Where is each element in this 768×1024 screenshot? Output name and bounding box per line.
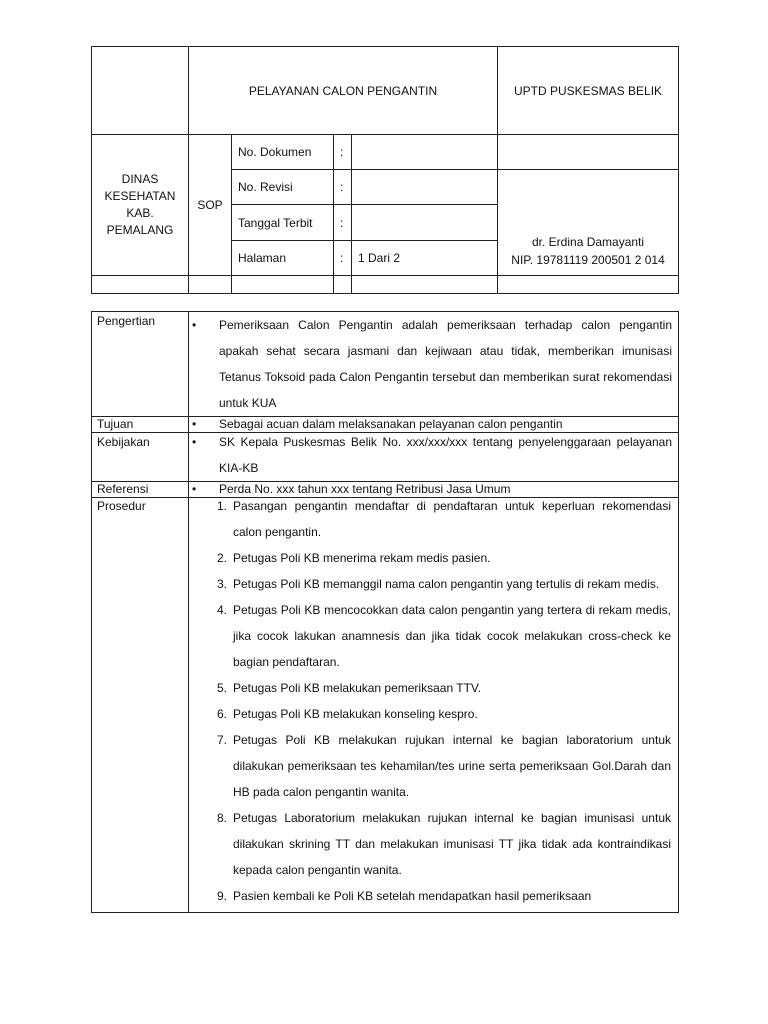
field-value-no-revisi bbox=[352, 170, 498, 205]
blank-cell bbox=[92, 276, 189, 294]
section-label-kebijakan: Kebijakan bbox=[92, 433, 189, 482]
dinas-line: PEMALANG bbox=[106, 223, 174, 237]
step-item bbox=[189, 675, 678, 701]
step-text: Petugas Poli KB menerima rekam medis pasien. bbox=[233, 551, 491, 565]
referensi-text: Perda No. xxx tahun xxx tentang Retribusi Jasa Umum bbox=[219, 482, 511, 496]
pengertian-text: Pemeriksaan Calon Pengantin adalah pemeriksaan terhadap calon pengantin apakah sehat secara jasmani dan kejiwaan atau tidak, memberikan imunisasi Tetanus Toksoid pada Calon Pengantin tersebut dan memberikan surat rekomendasi untuk KUA bbox=[219, 318, 672, 410]
step-item bbox=[189, 727, 678, 805]
blank-cell bbox=[334, 276, 352, 294]
step-number: 5. bbox=[216, 681, 227, 695]
field-colon: : bbox=[334, 241, 352, 276]
step-item bbox=[189, 493, 678, 545]
step-number: 4. bbox=[216, 603, 227, 617]
dinas-line: KESEHATAN bbox=[104, 189, 176, 203]
signer-cell bbox=[498, 170, 679, 276]
bullet: • bbox=[192, 482, 197, 496]
section-label-tujuan: Tujuan bbox=[92, 417, 189, 433]
field-colon: : bbox=[334, 170, 352, 205]
step-text: Petugas Poli KB mencocokkan data calon pengantin yang tertera di rekam medis, jika cocok lakukan anamnesis dan jika tidak cocok melakukan cross-check ke bagian pendaftaran. bbox=[233, 603, 671, 669]
signer-name: dr. Erdina Damayanti bbox=[532, 235, 645, 249]
step-number: 7. bbox=[216, 733, 227, 747]
field-value-tanggal-terbit bbox=[352, 205, 498, 241]
step-number: 2. bbox=[216, 551, 227, 565]
bullet: • bbox=[192, 417, 197, 431]
header-blank-cell bbox=[498, 135, 679, 170]
blank-cell bbox=[498, 276, 679, 294]
section-label-pengertian: Pengertian bbox=[92, 312, 189, 417]
step-item bbox=[189, 545, 678, 571]
blank-cell bbox=[352, 276, 498, 294]
prosedur-steps bbox=[189, 493, 678, 912]
section-label-prosedur: Prosedur bbox=[92, 498, 189, 913]
field-value-halaman: 1 Dari 2 bbox=[352, 241, 498, 276]
document-title: PELAYANAN CALON PENGANTIN bbox=[189, 47, 498, 135]
tujuan-text: Sebagai acuan dalam melaksanakan pelayanan calon pengantin bbox=[219, 417, 563, 431]
field-colon: : bbox=[334, 135, 352, 170]
step-number: 1. bbox=[216, 499, 227, 513]
signer-nip: NIP. 19781119 200501 2 014 bbox=[511, 253, 665, 267]
bullet: • bbox=[192, 435, 197, 449]
field-label-tanggal-terbit: Tanggal Terbit bbox=[232, 205, 334, 241]
step-text: Petugas Poli KB memanggil nama calon pengantin yang tertulis di rekam medis. bbox=[233, 577, 660, 591]
kebijakan-text: SK Kepala Puskesmas Belik No. xxx/xxx/xxx tentang penyelenggaraan pelayanan KIA-KB bbox=[219, 435, 672, 475]
header-logo-cell bbox=[92, 47, 189, 135]
step-text: Petugas Laboratorium melakukan rujukan internal ke bagian imunisasi untuk dilakukan skrining TT dan melakukan imunisasi TT jika tidak ada kontraindikasi kepada calon pengantin wanita. bbox=[233, 811, 671, 877]
step-text: Petugas Poli KB melakukan rujukan internal ke bagian laboratorium untuk dilakukan pemeriksaan tes kehamilan/tes urine serta pemeriksaan Gol.Darah dan HB pada calon pengantin wanita. bbox=[233, 733, 671, 799]
step-item bbox=[189, 805, 678, 883]
step-item bbox=[189, 701, 678, 727]
sop-header-table bbox=[91, 46, 679, 294]
section-content-prosedur bbox=[189, 498, 679, 913]
field-value-no-dokumen bbox=[352, 135, 498, 170]
dinas-cell bbox=[92, 135, 189, 276]
section-content-pengertian bbox=[189, 312, 679, 417]
organization-name: UPTD PUSKESMAS BELIK bbox=[498, 47, 679, 135]
step-number: 6. bbox=[216, 707, 227, 721]
step-text: Pasien kembali ke Poli KB setelah mendapatkan hasil pemeriksaan bbox=[233, 889, 592, 903]
section-content-kebijakan bbox=[189, 433, 679, 482]
step-number: 3. bbox=[216, 577, 227, 591]
sop-label: SOP bbox=[189, 135, 232, 276]
blank-cell bbox=[232, 276, 334, 294]
step-number: 8. bbox=[216, 811, 227, 825]
field-label-no-dokumen: No. Dokumen bbox=[232, 135, 334, 170]
field-label-halaman: Halaman bbox=[232, 241, 334, 276]
section-label-referensi: Referensi bbox=[92, 482, 189, 498]
sop-body-table bbox=[91, 311, 679, 913]
bullet: • bbox=[192, 318, 197, 332]
field-colon: : bbox=[334, 205, 352, 241]
step-item bbox=[189, 883, 678, 909]
step-item bbox=[189, 597, 678, 675]
field-label-no-revisi: No. Revisi bbox=[232, 170, 334, 205]
dinas-line: DINAS bbox=[121, 172, 159, 186]
dinas-line: KAB. bbox=[126, 206, 154, 220]
step-item bbox=[189, 571, 678, 597]
step-text: Pasangan pengantin mendaftar di pendaftaran untuk keperluan rekomendasi calon pengantin. bbox=[233, 499, 671, 539]
step-text: Petugas Poli KB melakukan pemeriksaan TTV. bbox=[233, 681, 482, 695]
step-number: 9. bbox=[216, 889, 227, 903]
step-text: Petugas Poli KB melakukan konseling kespro. bbox=[233, 707, 478, 721]
blank-cell bbox=[189, 276, 232, 294]
